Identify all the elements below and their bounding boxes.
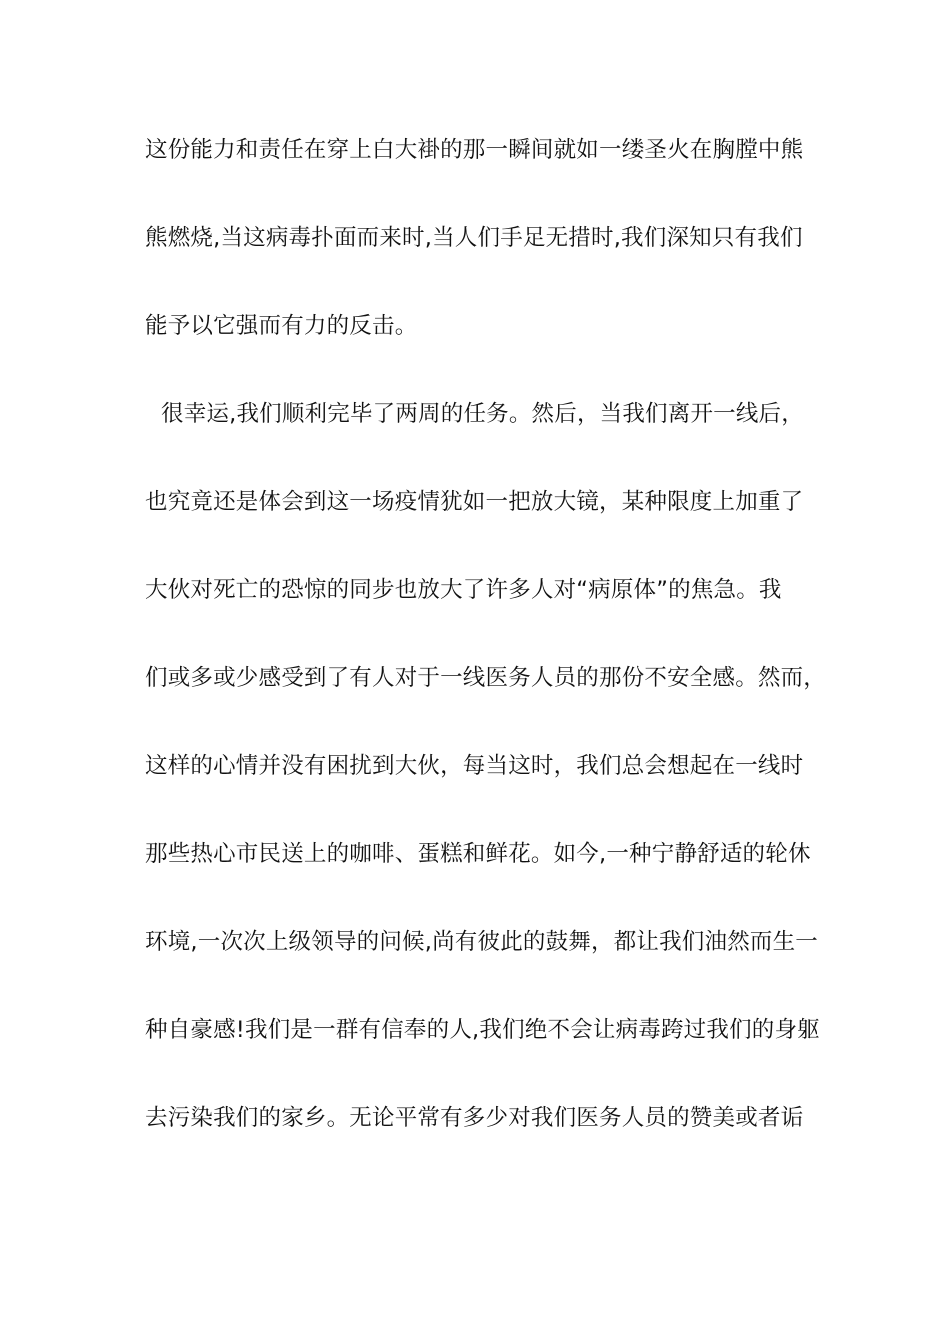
body-text bbox=[145, 128, 827, 1184]
text-line: 这份能力和责任在穿上白大褂的那一瞬间就如一缕圣火在胸膛中熊 bbox=[145, 137, 804, 163]
text-line: 也究竟还是体会到这一场疫情犹如一把放大镜，某种限度上加重了 bbox=[145, 489, 804, 515]
text-line: 能予以它强而有力的反击。 bbox=[145, 313, 418, 339]
text-line: 去污染我们的家乡。无论平常有多少对我们医务人员的赞美或者诟 bbox=[145, 1105, 804, 1131]
paragraph-start-line: 很幸运,我们顺利完毕了两周的任务。然后，当我们离开一线后， bbox=[161, 401, 804, 427]
text-line: 大伙对死亡的恐惊的同步也放大了许多人对“病原体”的焦急。我 bbox=[145, 577, 782, 603]
text-line: 这样的心情并没有困扰到大伙，每当这时，我们总会想起在一线时 bbox=[145, 753, 804, 779]
text-line: 环境,一次次上级领导的问候,尚有彼此的鼓舞，都让我们油然而生一 bbox=[145, 929, 819, 955]
text-line: 那些热心市民送上的咖啡、蛋糕和鲜花。如今,一种宁静舒适的轮休 bbox=[145, 841, 811, 867]
text-line: 熊燃烧,当这病毒扑面而来时,当人们手足无措时,我们深知只有我们 bbox=[145, 225, 803, 251]
text-line: 种自豪感!我们是一群有信奉的人,我们绝不会让病毒跨过我们的身躯 bbox=[145, 1017, 820, 1043]
text-line: 们或多或少感受到了有人对于一线医务人员的那份不安全感。然而， bbox=[145, 665, 827, 691]
